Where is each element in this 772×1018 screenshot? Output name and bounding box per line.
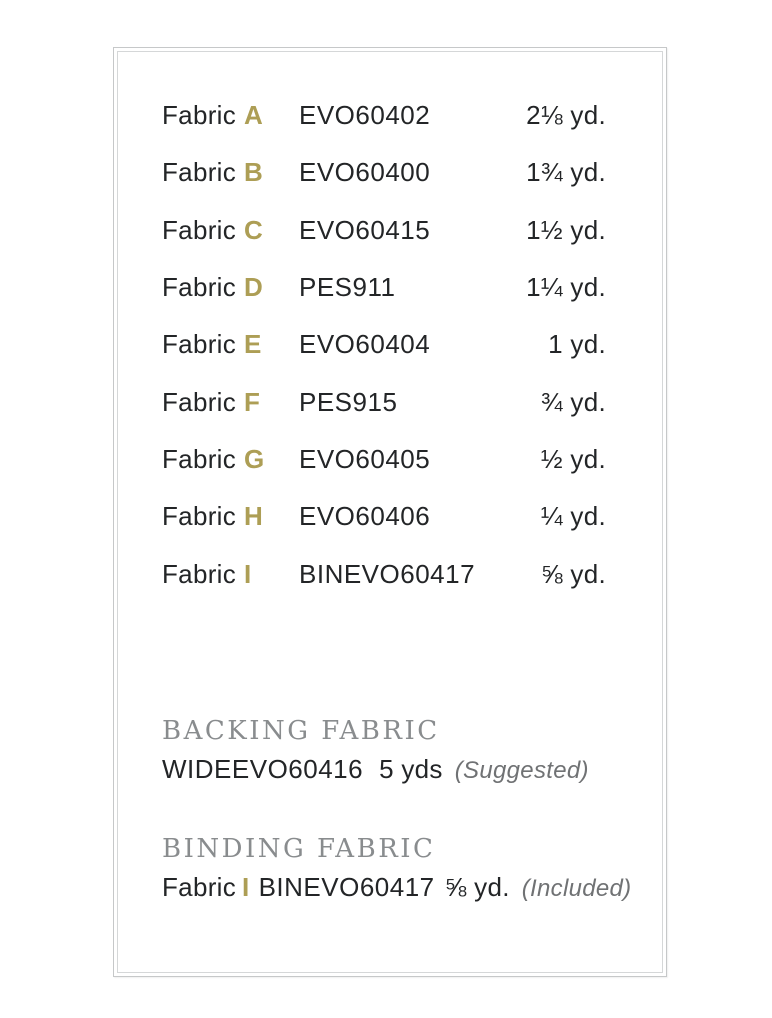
fabric-label: Fabric [162,214,237,245]
table-row [162,202,606,259]
fabric-letter: E [244,329,262,360]
fabric-letter: G [244,443,265,474]
table-row [162,316,606,373]
fabric-code: EVO60400 [299,157,431,188]
binding-code: BINEVO60417 [258,872,435,902]
backing-note: (Suggested) [454,757,589,784]
fabric-yardage: 1½ yd. [526,214,606,245]
fabric-yardage: 1¼ yd. [526,272,606,303]
table-row [162,431,606,488]
table-row [162,144,606,201]
fabric-yardage: 2⅛ yd. [526,100,606,131]
fabric-label: Fabric [162,558,237,589]
table-row [162,488,606,545]
fabric-label: Fabric [162,386,237,417]
backing-yardage: 5 yds [379,754,443,784]
fabric-code: EVO60406 [299,501,431,532]
fabric-letter: B [244,157,264,188]
table-row [162,87,606,144]
fabric-code: EVO60402 [299,100,431,131]
binding-detail-line [162,869,646,907]
backing-code: WIDEEVO60416 [162,754,364,784]
fabric-code: PES915 [299,386,398,417]
binding-fabric-section [162,832,646,907]
fabric-code: EVO60404 [299,329,431,360]
table-row [162,545,606,602]
table-row [162,373,606,430]
fabric-code: EVO60415 [299,214,431,245]
fabric-code: BINEVO60417 [299,558,476,589]
fabric-letter: C [244,214,264,245]
fabric-letter: F [244,386,261,417]
fabric-yardage: ¼ yd. [540,501,606,532]
fabric-yardage: 1 yd. [548,329,606,360]
binding-fabric-letter: I [242,872,250,902]
fabric-label: Fabric [162,100,237,131]
fabric-yardage: 1¾ yd. [526,157,606,188]
fabric-letter: H [244,501,264,532]
binding-note: (Included) [521,875,632,902]
binding-heading: BINDING FABRIC [162,834,436,864]
fabric-label: Fabric [162,157,237,188]
backing-detail-line [162,751,646,789]
fabric-letter: D [244,272,264,303]
binding-fabric-label: Fabric [162,872,237,902]
fabric-label: Fabric [162,329,237,360]
fabric-yardage: ½ yd. [540,443,606,474]
fabric-letter: A [244,100,264,131]
fabric-table [162,87,606,603]
fabric-requirements-panel [113,47,667,977]
fabric-yardage: ⅝ yd. [540,558,606,589]
fabric-label: Fabric [162,443,237,474]
binding-yardage: ⅝ yd. [444,872,510,902]
fabric-code: PES911 [299,272,396,303]
backing-heading: BACKING FABRIC [162,716,440,746]
fabric-label: Fabric [162,501,237,532]
fabric-code: EVO60405 [299,443,431,474]
fabric-label: Fabric [162,272,237,303]
fabric-yardage: ¾ yd. [540,386,606,417]
fabric-letter: I [244,558,252,589]
table-row [162,259,606,316]
backing-fabric-section [162,714,646,789]
